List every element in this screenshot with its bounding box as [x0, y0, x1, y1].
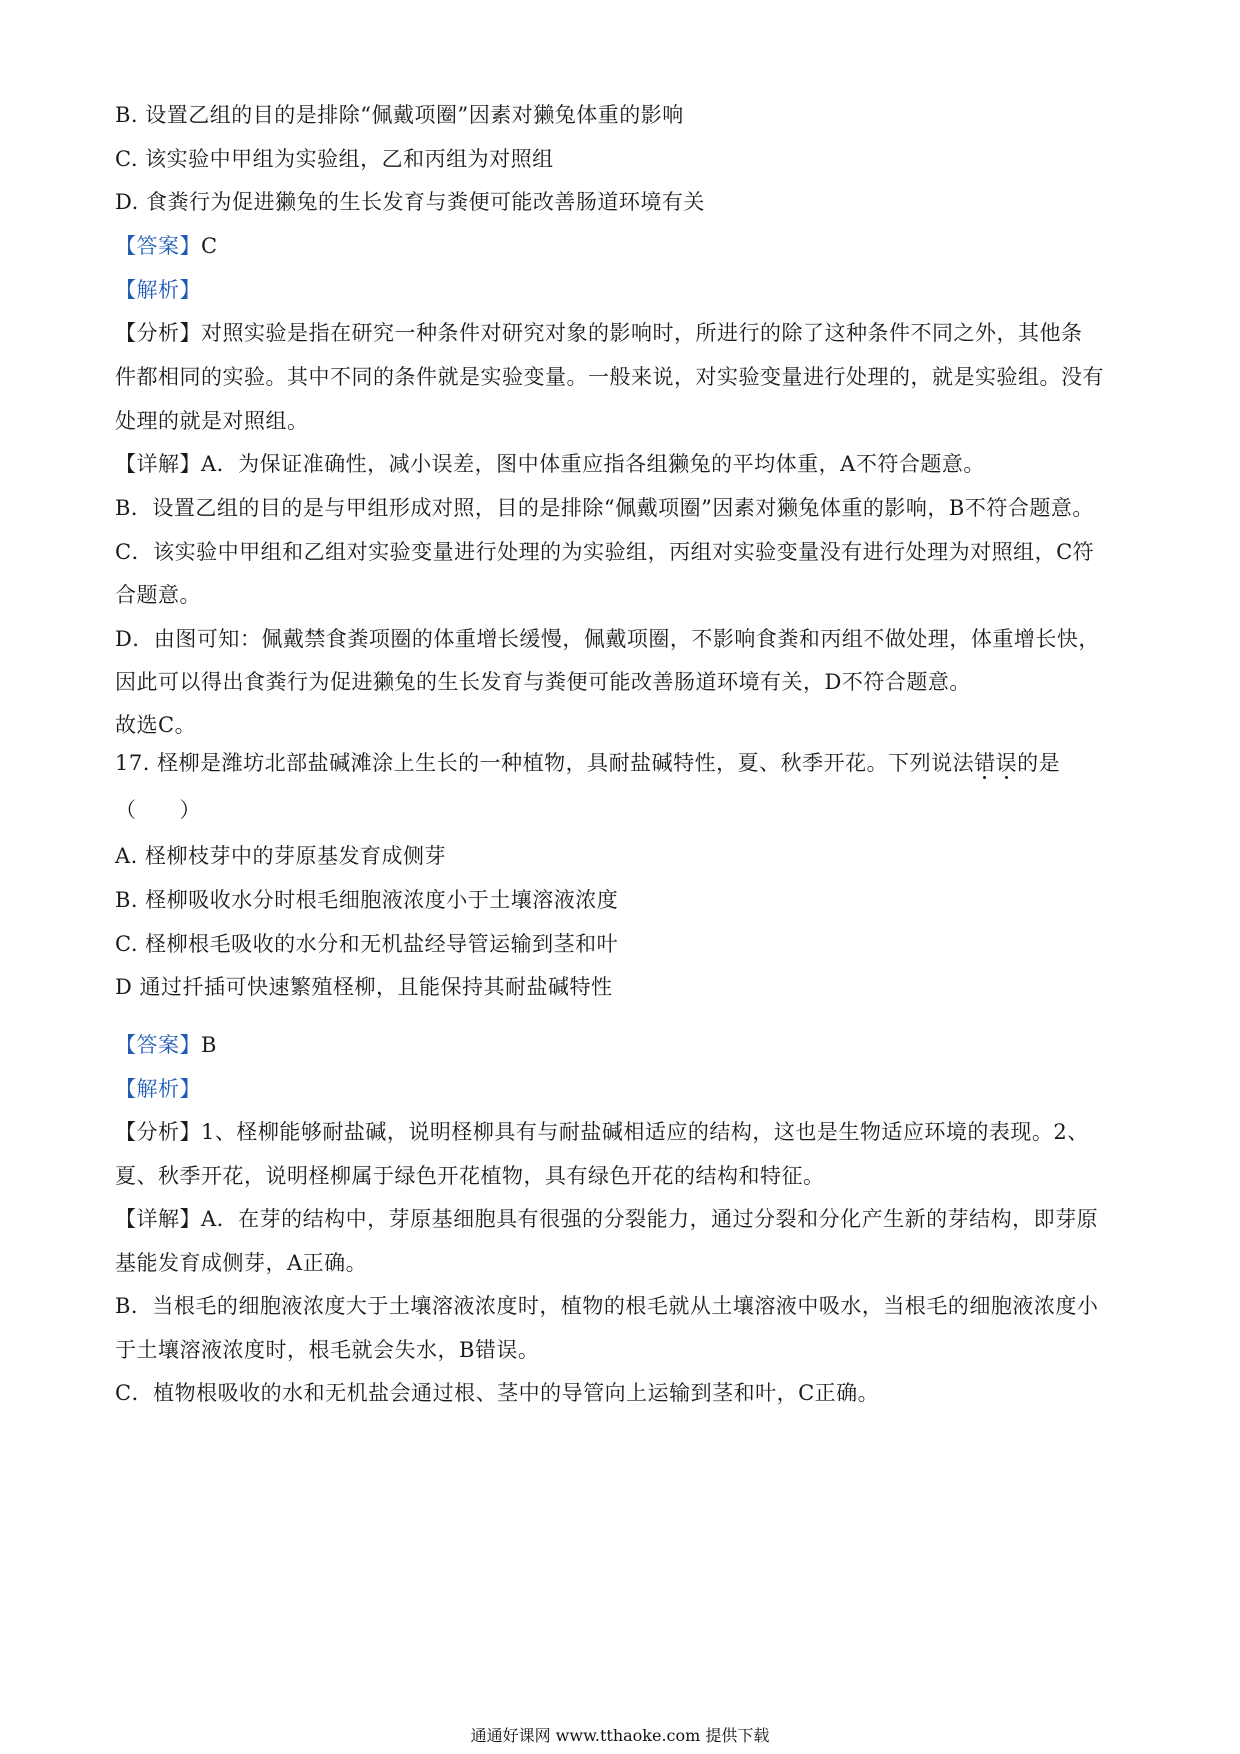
option-b: B. 设置乙组的目的是排除“佩戴项圈”因素对獭兔体重的影响: [115, 103, 684, 127]
q17-detail-line: [115, 1204, 1098, 1234]
analysis-line: [115, 318, 1083, 348]
q17-detail-b-2: 于土壤溶液浓度时，根毛就会失水，B错误。: [115, 1338, 540, 1362]
q17-option-a: A. 柽柳枝芽中的芽原基发育成侧芽: [115, 844, 447, 868]
analysis-label: 【分析】: [115, 321, 201, 345]
detail-line: [115, 449, 985, 479]
detail-c-1: C．该实验中甲组和乙组对实验变量进行处理的为实验组，丙组对实验变量没有进行处理为对照组，C符: [115, 540, 1095, 564]
option-d: D. 食粪行为促进獭兔的生长发育与粪便可能改善肠道环境有关: [115, 190, 705, 214]
question-17-text: 17. 柽柳是潍坊北部盐碱滩涂上生长的一种植物，具耐盐碱特性，夏、秋季开花。下列说法: [115, 751, 975, 775]
answer-value: C: [201, 234, 218, 258]
q17-detail-a-1: A．在芽的结构中，芽原基细胞具有很强的分裂能力，通过分裂和分化产生新的芽结构，即芽原: [201, 1207, 1099, 1231]
detail-d-1: D．由图可知：佩戴禁食粪项圈的体重增长缓慢，佩戴项圈，不影响食粪和丙组不做处理，体重增长快，: [115, 627, 1100, 651]
emphasis-char-2: 误: [995, 751, 1018, 775]
q17-detail-a-2: 基能发育成侧芽，A正确。: [115, 1251, 368, 1275]
q17-detail-b-1: B．当根毛的细胞液浓度大于土壤溶液浓度时，植物的根毛就从土壤溶液中吸水，当根毛的细胞液浓度小: [115, 1294, 1099, 1318]
answer-label: 【答案】: [115, 234, 201, 258]
detail-d-2: 因此可以得出食粪行为促进獭兔的生长发育与粪便可能改善肠道环境有关，D不符合题意。: [115, 670, 971, 694]
q17-option-d: D 通过扦插可快速繁殖柽柳，且能保持其耐盐碱特性: [115, 975, 613, 999]
option-c: C. 该实验中甲组为实验组，乙和丙组为对照组: [115, 147, 554, 171]
q17-option-b: B. 柽柳吸收水分时根毛细胞液浓度小于土壤溶液浓度: [115, 888, 619, 912]
analysis-text-1: 对照实验是指在研究一种条件对研究对象的影响时，所进行的除了这种条件不同之外，其他条: [201, 321, 1083, 345]
analysis-heading: 【解析】: [115, 278, 201, 302]
analysis-text-3: 处理的就是对照组。: [115, 409, 309, 433]
q17-answer-line: [115, 1030, 217, 1060]
q17-option-c: C. 柽柳根毛吸收的水分和无机盐经导管运输到茎和叶: [115, 932, 619, 956]
detail-c-2: 合题意。: [115, 583, 201, 607]
q17-detail-c: C．植物根吸收的水和无机盐会通过根、茎中的导管向上运输到茎和叶，C正确。: [115, 1381, 880, 1405]
q17-analysis-heading: 【解析】: [115, 1077, 201, 1101]
q17-detail-label: 【详解】: [115, 1207, 201, 1231]
detail-label: 【详解】: [115, 452, 201, 476]
q17-analysis-text-2: 夏、秋季开花，说明柽柳属于绿色开花植物，具有绿色开花的结构和特征。: [115, 1164, 825, 1188]
q17-answer-label: 【答案】: [115, 1033, 201, 1057]
emphasis-char-1: 错: [974, 751, 996, 775]
q17-analysis-line: [115, 1117, 1089, 1147]
q17-answer-value: B: [201, 1033, 217, 1057]
conclusion: 故选C。: [115, 713, 197, 737]
detail-b: B．设置乙组的目的是与甲组形成对照，目的是排除“佩戴项圈”因素对獭兔体重的影响，B不符合题意。: [115, 496, 1094, 520]
question-17-stem: [115, 748, 1060, 778]
q17-analysis-text-1: 1、柽柳能够耐盐碱，说明柽柳具有与耐盐碱相适应的结构，这也是生物适应环境的表现。2、: [201, 1120, 1089, 1144]
detail-a: A．为保证准确性，减小误差，图中体重应指各组獭兔的平均体重，A不符合题意。: [201, 452, 985, 476]
q17-analysis-label: 【分析】: [115, 1120, 201, 1144]
footer-source: 通通好课网 www.tthaoke.com 提供下载: [470, 1726, 770, 1745]
question-17-tail: 的是: [1017, 751, 1061, 775]
answer-line: [115, 231, 218, 261]
analysis-text-2: 件都相同的实验。其中不同的条件就是实验变量。一般来说，对实验变量进行处理的，就是实验组。没有: [115, 365, 1104, 389]
answer-blank: （ ）: [115, 798, 201, 822]
